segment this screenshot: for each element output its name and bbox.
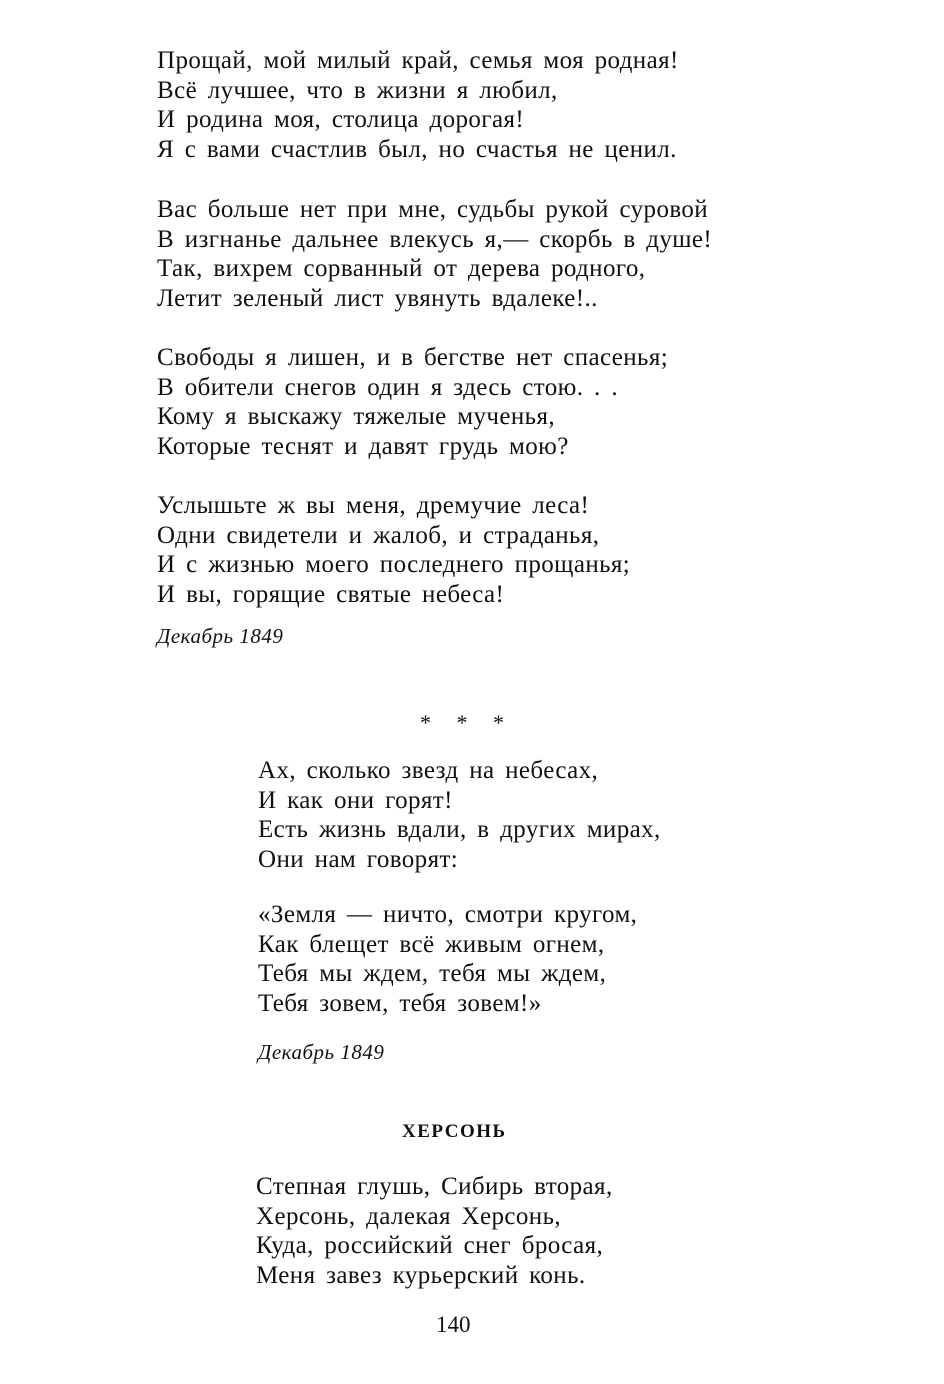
- verse-line: Ах, сколько звезд на небесах,: [258, 757, 599, 784]
- verse-line: Я с вами счастлив был, но счастья не ценил.: [157, 136, 677, 164]
- verse-line: Меня завез курьерский конь.: [256, 1262, 586, 1290]
- verse-line: Летит зеленый лист увянуть вдалеке!..: [157, 285, 598, 313]
- verse-line: Свободы я лишен, и в бегстве нет спасенья;: [157, 344, 669, 371]
- verse-line: И родина моя, столица дорогая!: [157, 106, 525, 134]
- poem2-stanza-1: [258, 756, 661, 875]
- verse-line: Услышьте ж вы меня, дремучие леса!: [157, 492, 590, 519]
- verse-line: Прощай, мой милый край, семья моя родная!: [157, 47, 679, 74]
- verse-line: И как они горят!: [258, 786, 453, 814]
- verse-line: Одни свидетели и жалоб, и страданья,: [157, 521, 600, 549]
- poem1-stanza-3: [157, 343, 668, 462]
- poem1-stanza-4: [157, 491, 630, 610]
- poem1-stanza-1: [157, 46, 679, 165]
- poem1-date: Декабрь 1849: [157, 624, 284, 648]
- verse-line: Так, вихрем сорванный от дерева родного,: [157, 255, 646, 283]
- verse-line: И с жизнью моего последнего прощанья;: [157, 551, 631, 579]
- verse-line: В изгнанье дальнее влекусь я,— скорбь в душе!: [157, 225, 713, 253]
- poem3-title: ХЕРСОНЬ: [402, 1121, 507, 1142]
- verse-line: Куда, российский снег бросая,: [256, 1232, 604, 1260]
- verse-line: Херсонь, далекая Херсонь,: [256, 1202, 562, 1230]
- verse-line: Кому я выскажу тяжелые мученья,: [157, 403, 556, 431]
- verse-line: В обители снегов один я здесь стою. . .: [157, 373, 618, 401]
- verse-line: Они нам говорят:: [258, 846, 459, 874]
- verse-line: Всё лучшее, что в жизни я любил,: [157, 76, 558, 104]
- verse-line: Есть жизнь вдали, в других мирах,: [258, 816, 661, 844]
- section-separator-asterisks: * * *: [420, 710, 514, 735]
- poem2-stanza-2: [258, 900, 637, 1019]
- poem3-stanza-1: [256, 1172, 613, 1291]
- verse-line: Степная глушь, Сибирь вторая,: [256, 1173, 613, 1200]
- verse-line: Тебя зовем, тебя зовем!»: [258, 990, 542, 1018]
- verse-line: Как блещет всё живым огнем,: [258, 930, 605, 958]
- poem1-stanza-2: [157, 195, 712, 314]
- verse-line: Тебя мы ждем, тебя мы ждем,: [258, 960, 607, 988]
- verse-line: «Земля — ничто, смотри кругом,: [258, 901, 638, 928]
- page-number: 140: [436, 1312, 471, 1337]
- verse-line: Вас больше нет при мне, судьбы рукой суровой: [157, 196, 709, 223]
- verse-line: Которые теснят и давят грудь мою?: [157, 433, 569, 461]
- verse-line: И вы, горящие святые небеса!: [157, 581, 505, 609]
- poem2-date: Декабрь 1849: [258, 1040, 385, 1064]
